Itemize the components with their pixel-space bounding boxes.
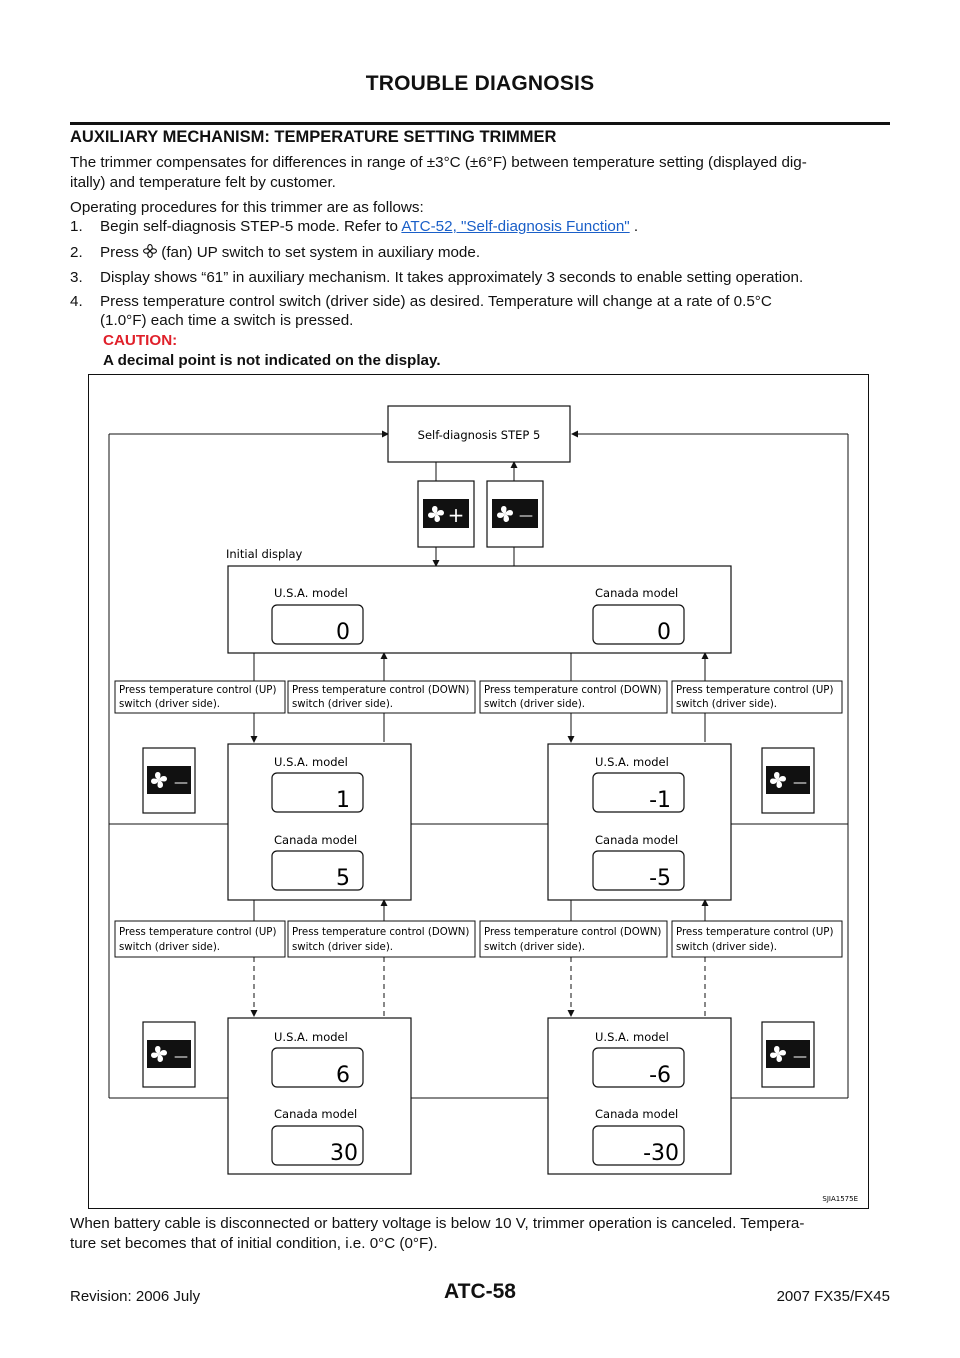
self-diag-label: Self-diagnosis STEP 5	[417, 427, 540, 442]
step-4-text-2: (1.0°F) each time a switch is pressed.	[100, 312, 354, 329]
figure-id: SJIA1575E	[821, 1194, 858, 1203]
step-3	[70, 268, 892, 288]
initial-canada-value: 0	[656, 619, 671, 645]
closing-line-1: When battery cable is disconnected or battery voltage is below 10 V, trimmer operation is canceled. Tempera-	[70, 1215, 805, 1232]
step-2-number: 2.	[70, 244, 83, 261]
step-1-number: 1.	[70, 218, 83, 235]
press-up-left-2-line1: Press temperature control (UP)	[118, 926, 276, 938]
intro-line-1: The trimmer compensates for differences in range of ±3°C (±6°F) between temperature setting (displayed dig-	[70, 154, 807, 171]
step-1	[70, 217, 892, 237]
press-up-left-2-line2: switch (driver side).	[118, 941, 220, 953]
press-up-right-2-line2: switch (driver side).	[675, 941, 777, 953]
bottom-left-usa-label: U.S.A. model	[273, 1029, 348, 1044]
press-down-right-1-line2: switch (driver side).	[483, 698, 585, 710]
press-up-right-1-line1: Press temperature control (UP)	[675, 684, 833, 696]
bottom-left-usa-value: 6	[335, 1062, 350, 1088]
fan-minus-sign-right-mid: —	[792, 774, 807, 791]
atc-52-link[interactable]: ATC-52, "Self-diagnosis Function"	[401, 218, 630, 235]
press-down-right-1-line1: Press temperature control (DOWN)	[483, 684, 661, 696]
mid-right-canada-label: Canada model	[594, 832, 678, 847]
step-2-text-after: (fan) UP switch to set system in auxiliary mode.	[157, 244, 481, 261]
press-up-left-1-line1: Press temperature control (UP)	[118, 684, 276, 696]
mid-left-usa-value: 1	[335, 787, 350, 813]
caution-label: CAUTION:	[103, 332, 178, 349]
intro-line-2: itally) and temperature felt by customer.	[70, 174, 336, 191]
bottom-right-canada-label: Canada model	[594, 1106, 678, 1121]
bottom-right-canada-value: -30	[642, 1140, 679, 1166]
caution-text: A decimal point is not indicated on the display.	[103, 352, 441, 369]
bottom-left-canada-value: 30	[329, 1140, 358, 1166]
press-down-left-2-line2: switch (driver side).	[291, 941, 393, 953]
step-4-text: Press temperature control switch (driver side) as desired. Temperature will change at a rate of 0.5°C	[100, 293, 772, 310]
procedures-intro: Operating procedures for this trimmer are as follows:	[70, 199, 424, 216]
fan-minus-sign-left-bot: —	[173, 1048, 188, 1065]
fan-icon	[143, 244, 157, 258]
step-2-text-before: Press	[100, 244, 144, 261]
press-down-right-2-line2: switch (driver side).	[483, 941, 585, 953]
step-4	[70, 292, 892, 332]
mid-right-usa-value: -1	[648, 787, 671, 813]
initial-canada-label: Canada model	[594, 585, 678, 600]
title-rule	[70, 122, 890, 125]
bottom-right-usa-label: U.S.A. model	[594, 1029, 669, 1044]
press-down-left-1-line2: switch (driver side).	[291, 698, 393, 710]
flow-diagram	[88, 374, 869, 1209]
mid-left-usa-label: U.S.A. model	[273, 754, 348, 769]
mid-left-canada-value: 5	[335, 865, 350, 891]
fan-plus-sign: +	[447, 502, 464, 527]
fan-minus-sign-right-bot: —	[792, 1048, 807, 1065]
press-down-left-2-line1: Press temperature control (DOWN)	[291, 926, 469, 938]
closing-line-2: ture set becomes that of initial condition, i.e. 0°C (0°F).	[70, 1235, 438, 1252]
step-1-after: .	[629, 218, 639, 235]
initial-usa-label: U.S.A. model	[273, 585, 348, 600]
step-4-number: 4.	[70, 293, 83, 310]
press-up-right-2-line1: Press temperature control (UP)	[675, 926, 833, 938]
section-heading: AUXILIARY MECHANISM: TEMPERATURE SETTING TRIMMER	[70, 128, 557, 146]
bottom-right-usa-value: -6	[648, 1062, 671, 1088]
fan-minus-sign-top: —	[518, 507, 533, 524]
fan-minus-sign-left-mid: —	[173, 774, 188, 791]
footer-revision: Revision: 2006 July	[70, 1288, 201, 1305]
initial-usa-value: 0	[335, 619, 350, 645]
bottom-left-canada-label: Canada model	[273, 1106, 357, 1121]
step-1-text: Begin self-diagnosis STEP-5 mode. Refer to	[100, 218, 402, 235]
initial-display-label: Initial display	[225, 546, 302, 561]
page-title: TROUBLE DIAGNOSIS	[365, 72, 595, 95]
step-3-text: Display shows “61” in auxiliary mechanism. It takes approximately 3 seconds to enable setting operation.	[100, 269, 804, 286]
press-up-left-1-line2: switch (driver side).	[118, 698, 220, 710]
press-down-left-1-line1: Press temperature control (DOWN)	[291, 684, 469, 696]
press-up-right-1-line2: switch (driver side).	[675, 698, 777, 710]
page-number: ATC-58	[444, 1280, 516, 1303]
press-down-right-2-line1: Press temperature control (DOWN)	[483, 926, 661, 938]
step-3-number: 3.	[70, 269, 83, 286]
footer-model: 2007 FX35/FX45	[776, 1288, 890, 1305]
step-2	[70, 243, 892, 263]
mid-left-canada-label: Canada model	[273, 832, 357, 847]
mid-right-canada-value: -5	[648, 865, 671, 891]
mid-right-usa-label: U.S.A. model	[594, 754, 669, 769]
